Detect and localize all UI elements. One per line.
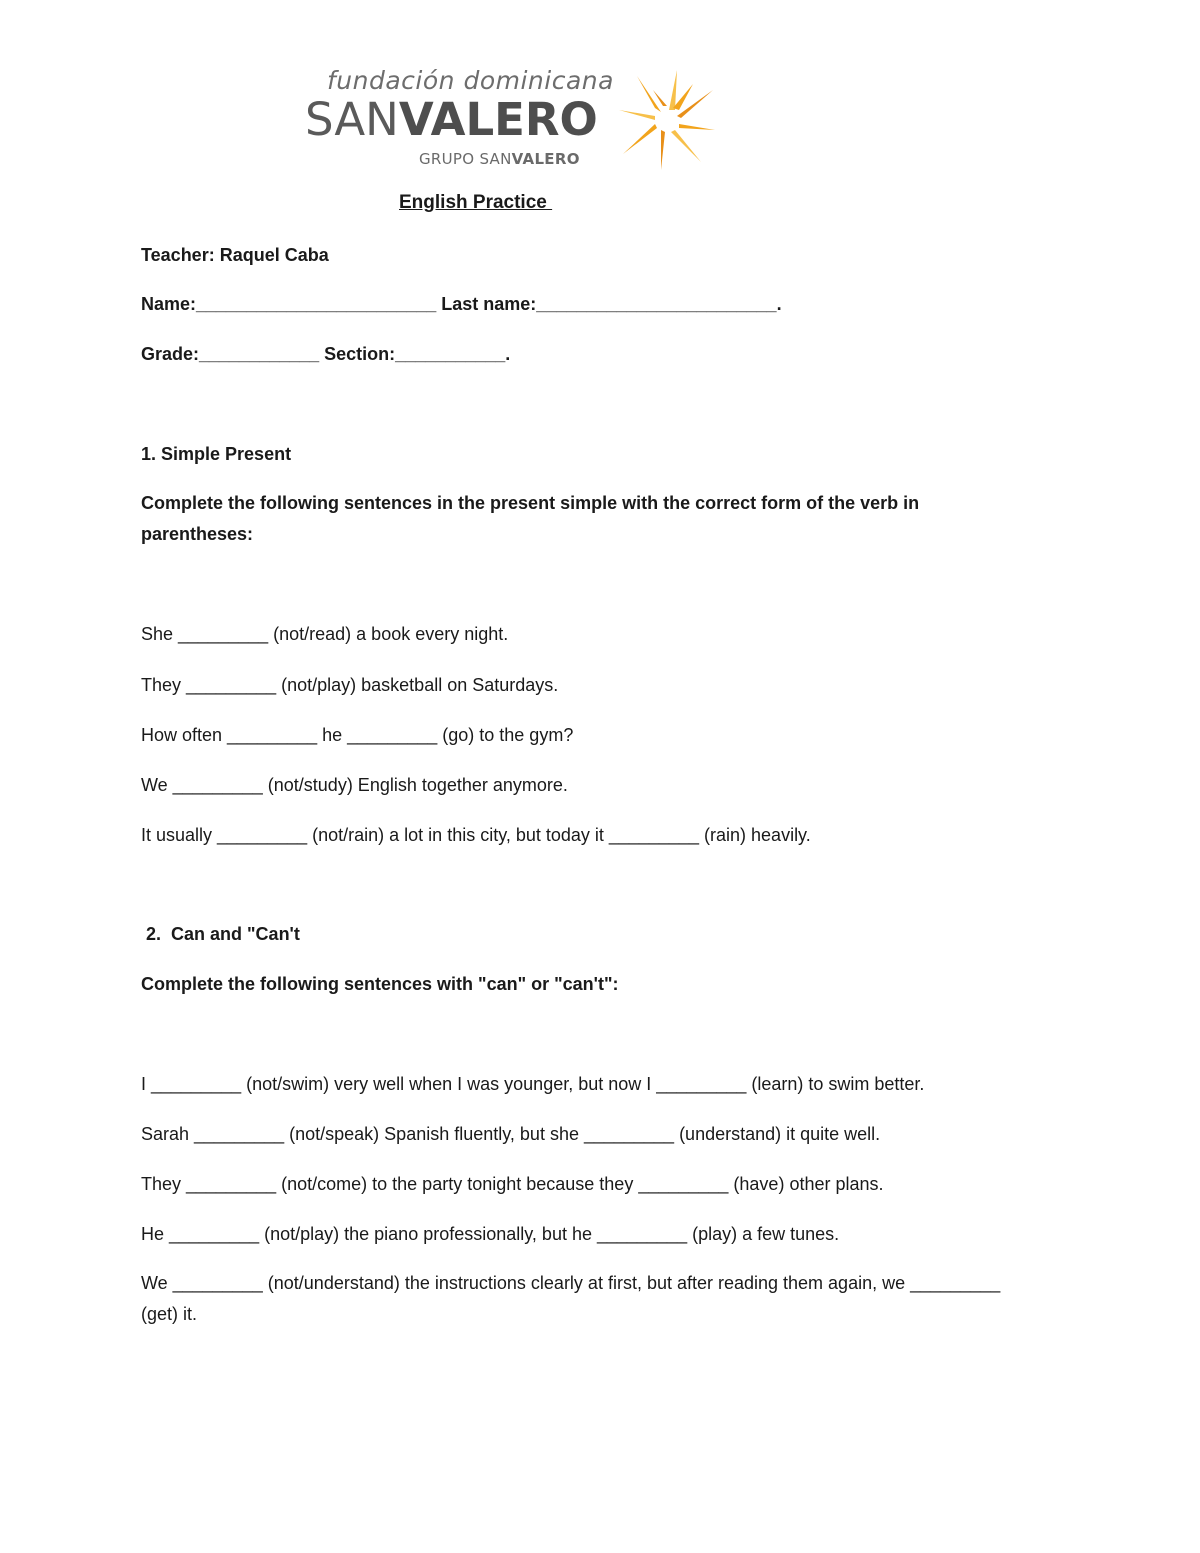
list-item: I _________ (not/swim) very well when I was younger, but now I _________ (learn) to swim better.	[141, 1074, 925, 1094]
logo-main-text	[305, 92, 598, 148]
list-item: They _________ (not/come) to the party tonight because they _________ (have) other plans.	[141, 1174, 884, 1194]
logo	[305, 64, 725, 184]
logo-main-bold: VALERO	[398, 93, 598, 146]
logo-top-text: fundación dominicana	[327, 66, 614, 95]
teacher-line: Teacher: Raquel Caba	[141, 245, 329, 265]
list-item: We _________ (not/understand) the instructions clearly at first, but after reading them again, we _________ (get) it.	[141, 1273, 1001, 1324]
logo-main-light: SAN	[305, 93, 399, 146]
list-item: They _________ (not/play) basketball on Saturdays.	[141, 675, 559, 695]
list-item: He _________ (not/play) the piano professionally, but he _________ (play) a few tunes.	[141, 1224, 840, 1244]
grade-line: Grade:____________ Section:___________.	[141, 344, 511, 364]
list-item: How often _________ he _________ (go) to the gym?	[141, 725, 574, 745]
logo-sub-bold: VALERO	[511, 150, 580, 168]
section1-heading: 1. Simple Present	[141, 444, 292, 464]
section2-instructions: Complete the following sentences with "can" or "can't":	[141, 974, 619, 994]
logo-sub-light: GRUPO SAN	[419, 150, 512, 168]
list-item: She _________ (not/read) a book every night.	[141, 624, 509, 644]
worksheet-title: English Practice	[399, 192, 553, 213]
list-item: It usually _________ (not/rain) a lot in this city, but today it _________ (rain) heavily.	[141, 825, 811, 845]
section2-heading: 2. Can and "Can't	[146, 924, 300, 944]
list-item: We _________ (not/study) English together anymore.	[141, 775, 568, 795]
list-item: Sarah _________ (not/speak) Spanish fluently, but she _________ (understand) it quite well.	[141, 1124, 881, 1144]
sun-burst-icon	[617, 68, 717, 172]
section1-instructions: Complete the following sentences in the present simple with the correct form of the verb in parentheses:	[141, 493, 920, 544]
logo-sub-text	[419, 150, 580, 168]
name-line: Name:________________________ Last name:________________________.	[141, 294, 782, 314]
